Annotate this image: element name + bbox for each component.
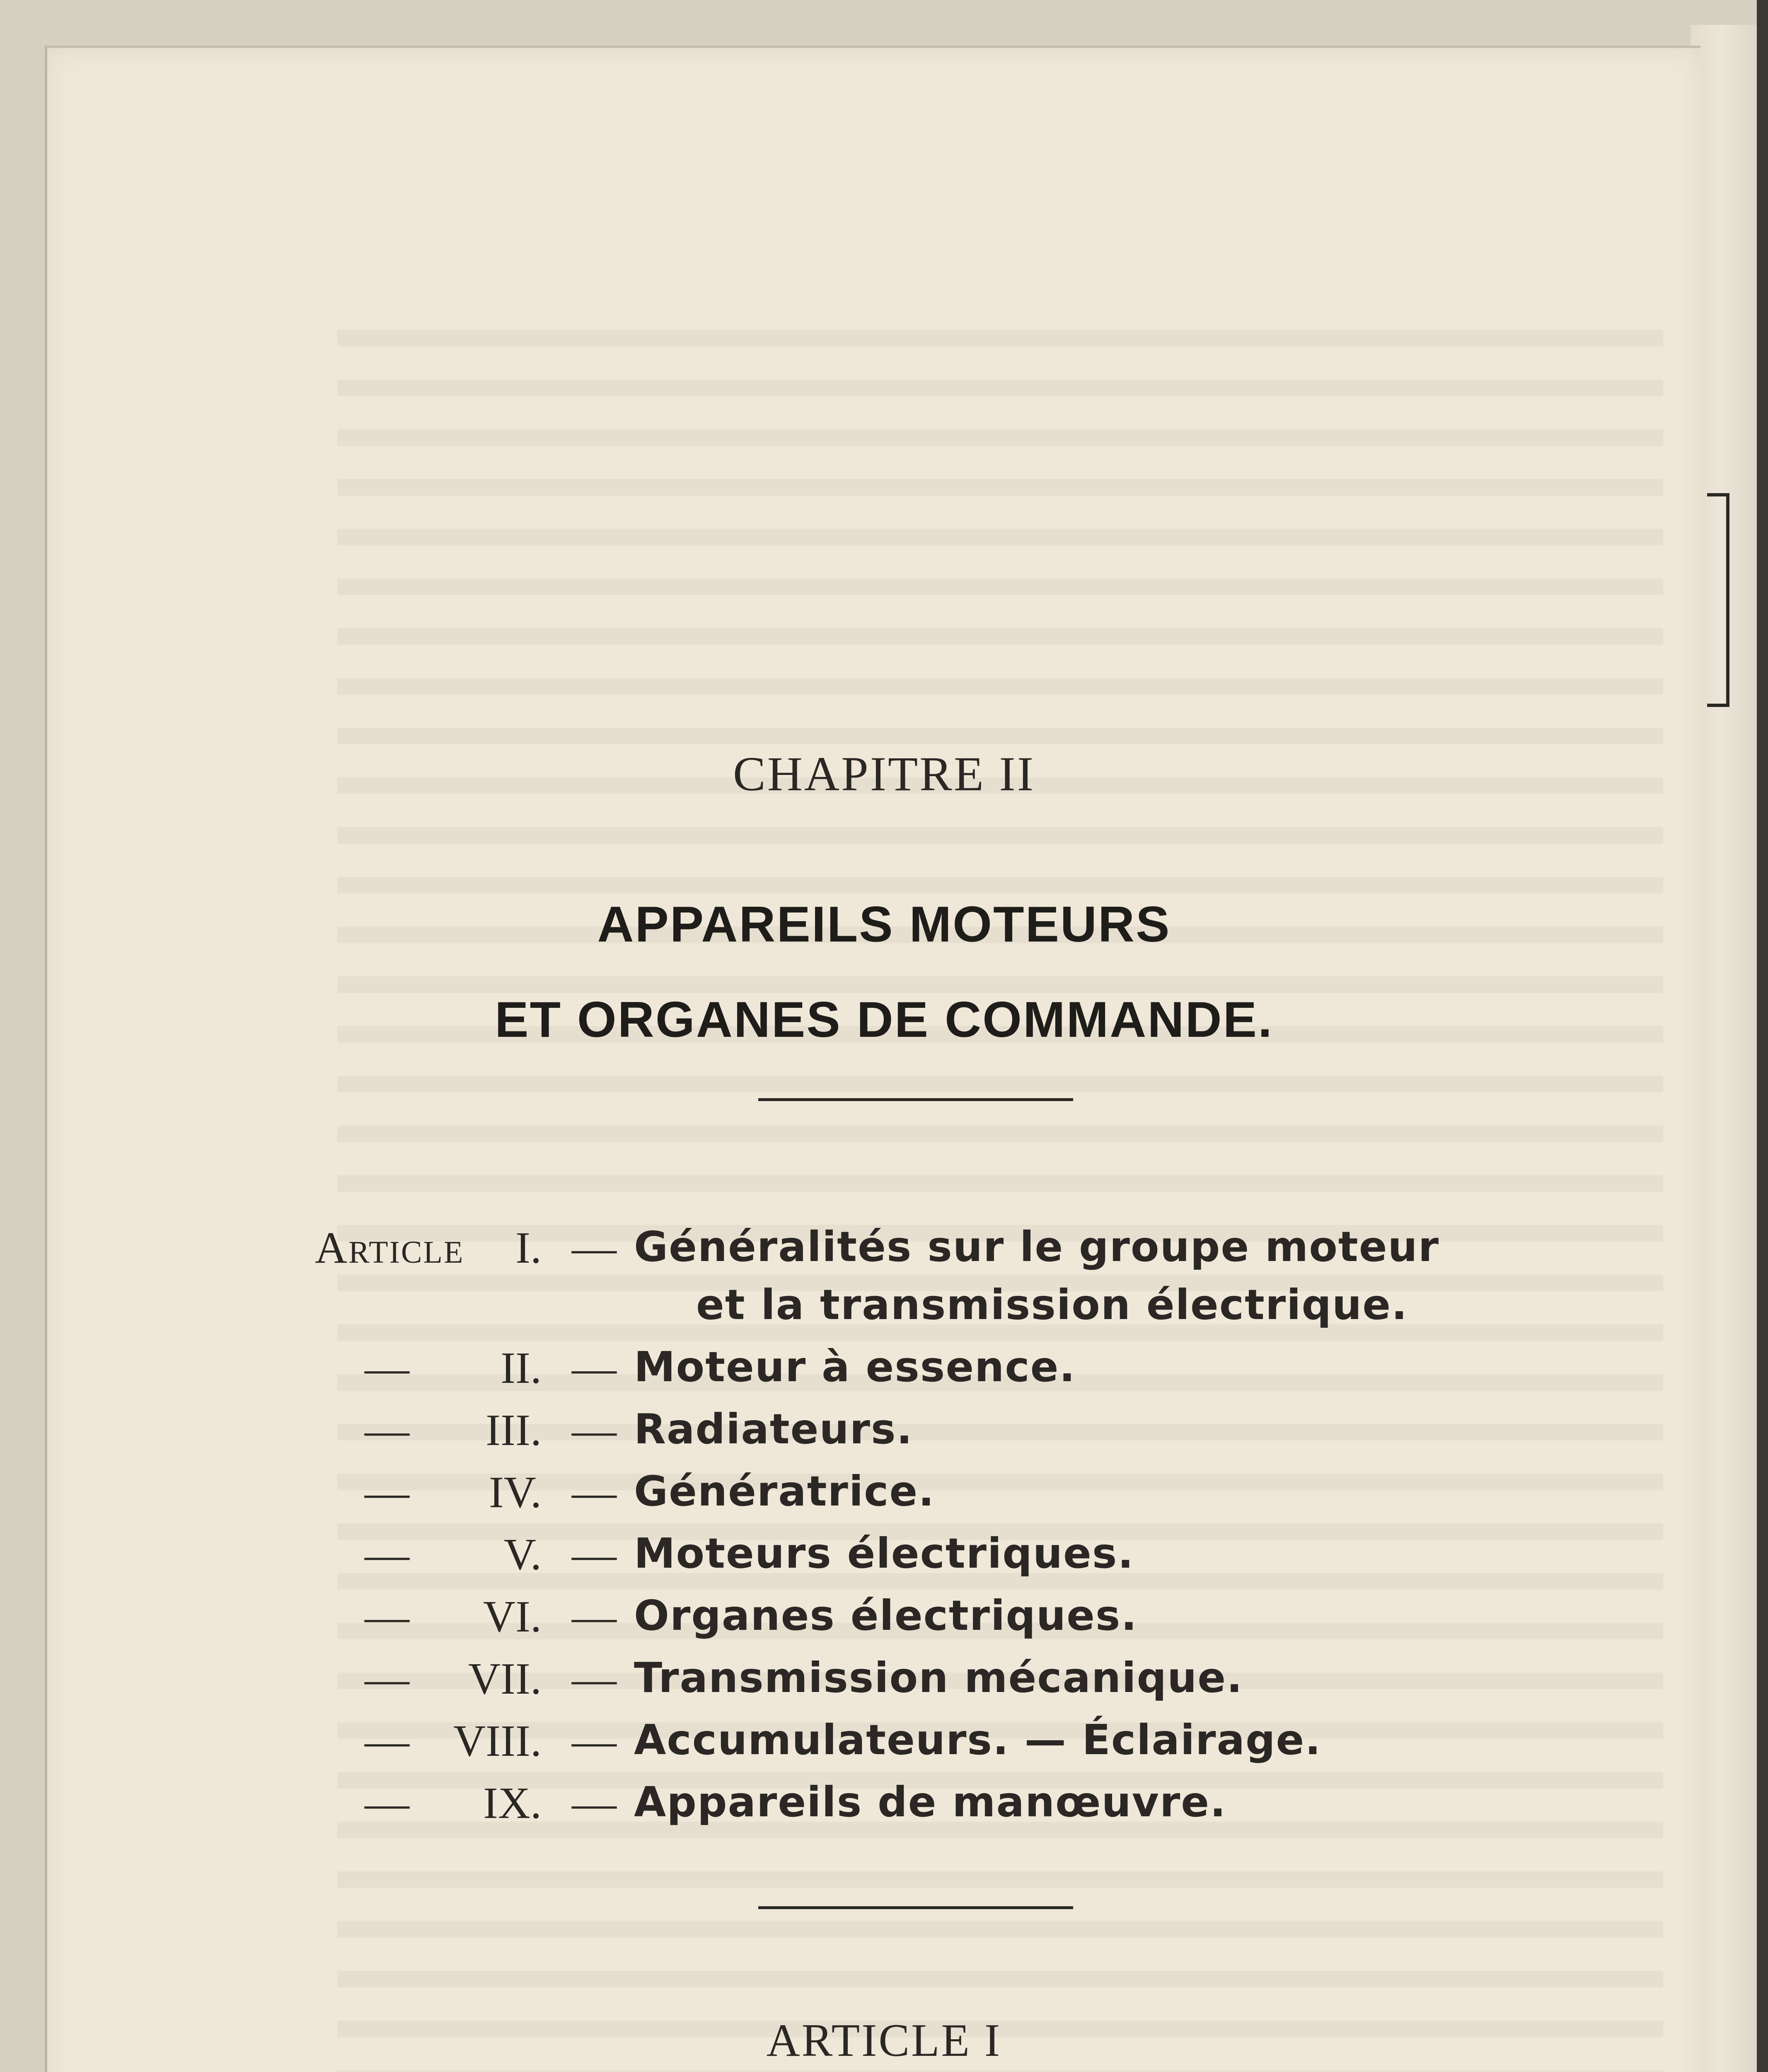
toc-dash: — — [572, 1468, 617, 1517]
toc-lead: — — [365, 1654, 409, 1704]
toc-text: Transmission mécanique. — [634, 1653, 1243, 1702]
toc-dash: — — [572, 1406, 617, 1455]
chapter-label: CHAPITRE II — [733, 747, 1035, 801]
toc-item — [0, 1343, 1768, 1401]
toc-item — [0, 1529, 1768, 1587]
toc-number: IX. — [483, 1779, 542, 1828]
toc-text: Organes électriques. — [634, 1591, 1138, 1640]
toc-lead: — — [365, 1779, 409, 1828]
toc-lead: — — [365, 1530, 409, 1579]
toc-number: V. — [503, 1530, 542, 1579]
chapter-title-line-2: ET ORGANES DE COMMANDE. — [495, 991, 1273, 1048]
toc-text-content: Généralités sur le groupe moteur — [634, 1222, 1440, 1271]
toc-text: Accumulateurs. — Éclairage. — [634, 1716, 1322, 1764]
toc-text: Appareils de manœuvre. — [634, 1778, 1227, 1826]
toc-text: Génératrice. — [634, 1467, 935, 1515]
toc-number: VI. — [483, 1592, 542, 1641]
page-tab-marker — [1707, 493, 1729, 707]
toc-lead: — — [365, 1716, 409, 1766]
toc-lead: Article — [315, 1223, 464, 1273]
toc-item — [0, 1467, 1768, 1525]
toc-item — [0, 1778, 1768, 1836]
toc-lead: — — [365, 1406, 409, 1455]
chapter-title-line-1: APPAREILS MOTEURS — [597, 896, 1171, 952]
toc-number: VII. — [468, 1654, 542, 1704]
toc-dash: — — [572, 1530, 617, 1579]
toc-text: Moteurs électriques. — [634, 1529, 1134, 1578]
toc-item-continuation — [0, 1280, 1768, 1339]
toc-text-continuation: et la transmission électrique. — [696, 1280, 1408, 1329]
toc-number: II. — [501, 1343, 542, 1393]
toc-dash: — — [572, 1654, 617, 1704]
toc-text — [634, 1222, 1521, 1271]
toc-number: IV. — [489, 1468, 542, 1517]
divider-rule — [758, 1906, 1073, 1909]
toc-dash: — — [572, 1223, 617, 1273]
toc-item — [0, 1591, 1768, 1649]
article-label: ARTICLE I — [766, 2015, 1002, 2066]
toc-item — [0, 1405, 1768, 1463]
toc-lead: — — [365, 1343, 409, 1393]
toc-number: III. — [486, 1406, 542, 1455]
toc-dash: — — [572, 1592, 617, 1641]
toc-dash: — — [572, 1716, 617, 1766]
toc-number: VIII. — [453, 1716, 542, 1766]
toc-text: Moteur à essence. — [634, 1343, 1076, 1391]
divider-rule — [758, 1098, 1073, 1101]
toc-text: Radiateurs. — [634, 1405, 913, 1453]
toc-dash: — — [572, 1343, 617, 1393]
toc-item — [0, 1222, 1768, 1280]
toc-lead: — — [365, 1592, 409, 1641]
toc-number: I. — [515, 1223, 542, 1273]
toc-item — [0, 1653, 1768, 1711]
toc-item — [0, 1716, 1768, 1774]
toc-dash: — — [572, 1779, 617, 1828]
toc-lead: — — [365, 1468, 409, 1517]
